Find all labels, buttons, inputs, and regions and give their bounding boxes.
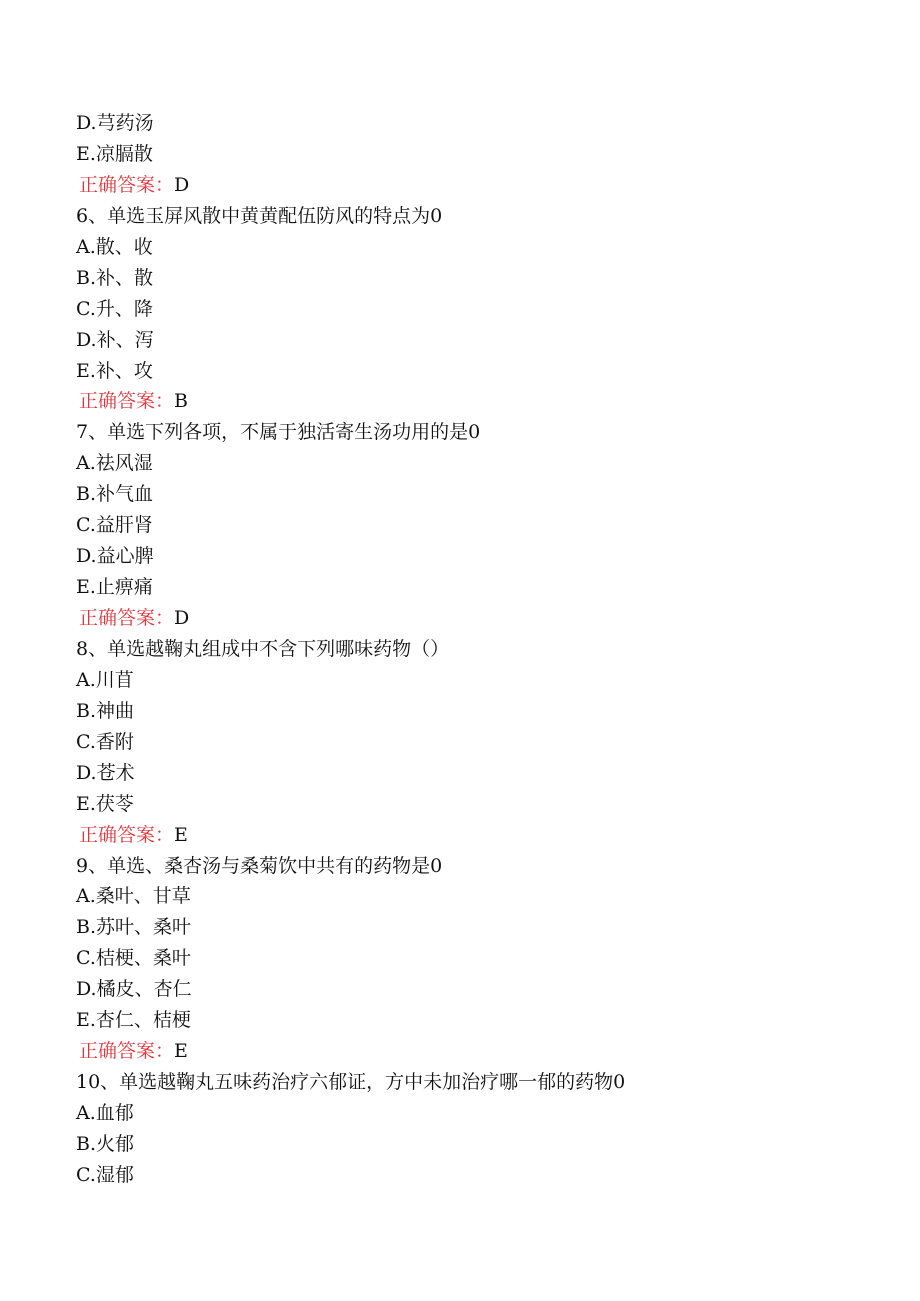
answer-line	[76, 170, 625, 201]
option-text: D.补、泻	[76, 328, 154, 351]
option-text: D.益心脾	[76, 545, 154, 568]
question-text: 6、单选玉屏风散中黄黄配伍防风的特点为0	[76, 204, 443, 227]
option-text: E.凉膈散	[76, 142, 153, 165]
document-body	[76, 108, 625, 1191]
answer-line	[76, 820, 625, 851]
answer-line	[76, 603, 625, 634]
option-text: A.祛风湿	[76, 452, 153, 475]
option-text: C.香附	[76, 730, 134, 753]
option-text: D.橘皮、杏仁	[76, 978, 192, 1001]
option-text: B.神曲	[76, 699, 135, 722]
answer-value: E	[174, 823, 188, 846]
option-text: B.火郁	[76, 1132, 135, 1155]
question-text: 10、单选越鞠丸五味药治疗六郁证，方中未加治疗哪一郁的药物0	[76, 1071, 626, 1094]
answer-value: D	[174, 173, 190, 196]
answer-label: 正确答案：	[79, 390, 175, 413]
option-text: A.川苜	[76, 668, 134, 691]
answer-value: B	[174, 390, 188, 413]
option-text: C.湿郁	[76, 1163, 134, 1186]
option-text: B.补、散	[76, 266, 154, 289]
answer-line	[76, 386, 625, 417]
answer-value: E	[174, 1040, 188, 1063]
option-text: C.升、降	[76, 297, 153, 320]
option-text: E.补、攻	[76, 359, 153, 382]
option-text: A.散、收	[76, 235, 153, 258]
option-text: A.血郁	[76, 1102, 134, 1124]
question-text: 7、单选下列各项，不属于独活寄生汤功用的是0	[76, 421, 481, 444]
answer-line	[76, 1036, 625, 1067]
option-text: C.益肝肾	[76, 514, 153, 537]
option-text: C.桔梗、桑叶	[76, 947, 191, 970]
option-text: E.茯苓	[76, 792, 134, 815]
option-text: A.桑叶、甘草	[76, 885, 191, 908]
answer-value: D	[174, 607, 190, 629]
answer-label: 正确答案：	[79, 607, 175, 629]
answer-label: 正确答案：	[79, 173, 175, 196]
option-text: E.止痹痛	[76, 576, 153, 599]
question-text: 8、单选越鞠丸组成中不含下列哪味药物（）	[76, 637, 450, 660]
option-text: B.苏叶、桑叶	[76, 916, 192, 939]
option-text: D.苍术	[76, 761, 135, 784]
question-text: 9、单选、桑杏汤与桑菊饮中共有的药物是0	[76, 854, 443, 877]
answer-label: 正确答案：	[79, 823, 175, 846]
option-text: B.补气血	[76, 483, 154, 506]
option-text: D.芎药汤	[76, 112, 154, 134]
answer-label: 正确答案：	[79, 1040, 175, 1063]
option-text: E.杏仁、桔梗	[76, 1009, 191, 1032]
